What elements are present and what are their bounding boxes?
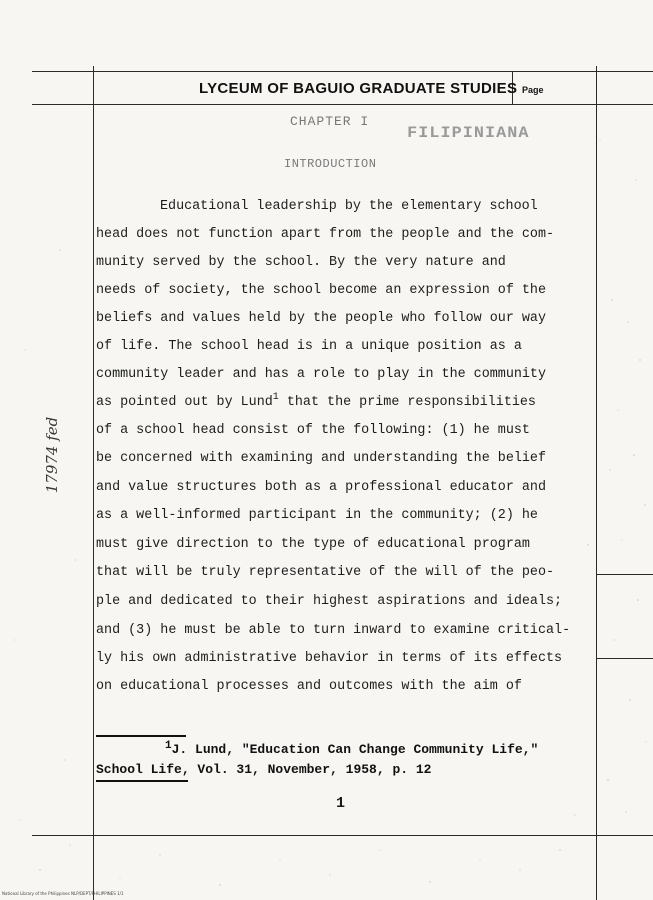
body-line-2: head does not function apart from the people and the com- [96, 227, 555, 242]
handwritten-margin-note: 17974 fed [43, 416, 61, 494]
body-line-15: ple and dedicated to their highest aspirations and ideals; [96, 594, 563, 609]
footnote-reference: 1 [272, 392, 279, 403]
header-top-rule [32, 71, 653, 72]
footnote-line-1 [165, 742, 538, 757]
chapter-heading: CHAPTER I [290, 114, 370, 129]
footnote-rule [96, 735, 186, 737]
page-number: 1 [336, 795, 346, 812]
body-line-17: ly his own administrative behavior in terms of its effects [96, 651, 563, 666]
body-line-11: and value structures both as a professional educator and [96, 480, 546, 495]
body-line-18: on educational processes and outcomes with the aim of [96, 679, 522, 694]
right-margin-tick-bottom [597, 658, 653, 659]
body-line-9: of a school head consist of the following: (1) he must [96, 423, 530, 438]
right-margin-tick-top [597, 574, 653, 575]
body-line-4: needs of society, the school become an expression of the [96, 283, 546, 298]
filipiniana-stamp: FILIPINIANA [407, 124, 530, 142]
footnote-mark: 1 [165, 740, 172, 752]
body-line-12: as a well-informed participant in the community; (2) he [96, 508, 538, 523]
body-line-1: Educational leadership by the elementary school [160, 199, 538, 214]
body-line-8 [96, 394, 536, 412]
body-line-6: of life. The school head is in a unique position as a [96, 339, 522, 354]
body-line-8-rest: that the prime responsibilities [286, 395, 536, 410]
footnote-underline [96, 780, 188, 782]
body-line-7: community leader and has a role to play in the community [96, 367, 546, 382]
right-margin-rule [596, 66, 597, 900]
body-line-13: must give direction to the type of educational program [96, 537, 530, 552]
footnote-text-1: J. Lund, "Education Can Change Community Life," [171, 742, 539, 757]
scan-credit: National Library of the Philippines NLP/DEPT/PHILIPPINES 1/1 [2, 891, 124, 896]
section-title: INTRODUCTION [284, 157, 377, 171]
header-bottom-rule [32, 104, 653, 105]
body-line-16: and (3) he must be able to turn inward to examine critical- [96, 623, 571, 638]
left-margin-rule [93, 66, 94, 900]
citation-lead: as pointed out by Lund [96, 395, 273, 410]
institution-header: LYCEUM OF BAGUIO GRADUATE STUDIES [199, 80, 518, 97]
body-line-10: be concerned with examining and understanding the belief [96, 451, 546, 466]
footnote-line-2: School Life, Vol. 31, November, 1958, p. 12 [96, 762, 432, 777]
body-line-5: beliefs and values held by the people who follow our way [96, 311, 546, 326]
body-line-3: munity served by the school. By the very nature and [96, 255, 506, 270]
footer-rule [32, 835, 653, 836]
page-label: Page [522, 85, 544, 95]
body-line-14: that will be truly representative of the will of the peo- [96, 565, 555, 580]
